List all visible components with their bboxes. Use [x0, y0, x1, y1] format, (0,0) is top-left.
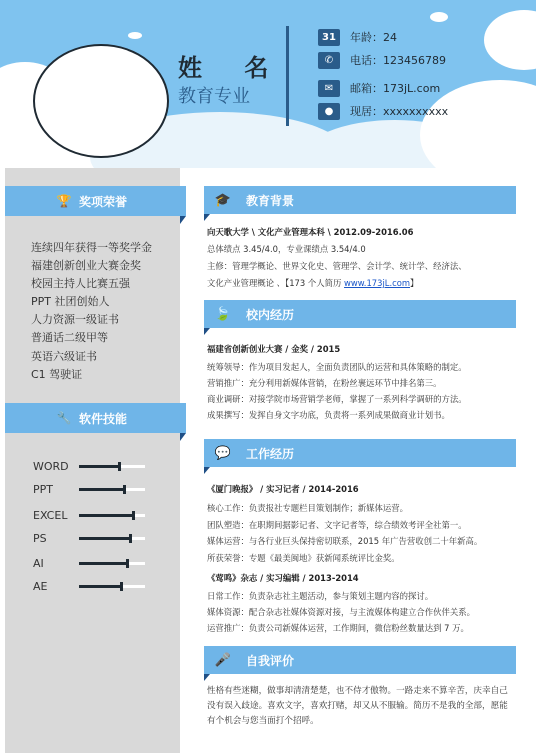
work-header — [204, 439, 516, 467]
skill-fill — [79, 488, 124, 491]
skill-knob — [132, 511, 135, 520]
skill-bar — [79, 514, 145, 517]
profile-photo — [33, 44, 169, 158]
skill-fill — [79, 514, 133, 517]
skill-bar — [79, 465, 145, 468]
award-item: 普通话二级甲等 — [31, 331, 108, 344]
skill-fill — [79, 465, 119, 468]
work-line: 所获荣誉：专题《最美闽地》获新闻系统评比金奖。 — [207, 553, 400, 563]
skill-bar — [79, 562, 145, 565]
campus-line: 商业调研：对接学院市场营销学老师，掌握了一系列科学调研的方法。 — [207, 394, 467, 404]
divider — [286, 26, 289, 126]
awards-header — [5, 186, 186, 216]
work-line: 团队塑造：在职期间据影记者、文字记者等，综合绩效考评全社第一。 — [207, 520, 467, 530]
campus-heading: 福建省创新创业大赛 / 金奖 / 2015 — [207, 344, 341, 354]
award-item: C1 驾驶证 — [31, 368, 83, 381]
skill-name: AI — [33, 557, 44, 570]
skill-bar — [79, 537, 145, 540]
trophy-icon: 🏆 — [56, 194, 72, 208]
info-location-text: 现居：xxxxxxxxxx — [350, 105, 449, 118]
skill-fill — [79, 585, 121, 588]
campus-line: 成果撰写：发挥自身文字功底，负责将一系列成果做商业计划书。 — [207, 410, 450, 420]
skill-name: AE — [33, 580, 48, 593]
info-phone-text: 电话：123456789 — [350, 54, 446, 67]
location-icon: ● — [318, 103, 340, 120]
award-item: 福建创新创业大赛金奖 — [31, 259, 141, 272]
work-title: 工作经历 — [246, 446, 295, 461]
campus-header — [204, 300, 516, 328]
info-age-text: 年龄：24 — [350, 31, 397, 44]
education-line-links — [207, 277, 418, 289]
info-location — [318, 101, 448, 121]
award-item: 英语六级证书 — [31, 350, 97, 363]
award-item: 人力资源一级证书 — [31, 313, 119, 326]
skill-knob — [123, 485, 126, 494]
skill-knob — [129, 534, 132, 543]
skill-fill — [79, 562, 127, 565]
header-banner — [0, 0, 536, 168]
campus-title: 校内经历 — [246, 307, 295, 322]
education-header — [204, 186, 516, 214]
education-line: 总体绩点 3.45/4.0，专业课绩点 3.54/4.0 — [207, 244, 366, 254]
education-line: 向天歌大学 \ 文化产业管理本科 \ 2012.09-2016.06 — [207, 227, 414, 237]
calendar-icon: 31 — [318, 29, 340, 46]
award-item: PPT 社团创始人 — [31, 295, 110, 308]
skill-knob — [120, 582, 123, 591]
info-age — [318, 27, 397, 47]
skill-fill — [79, 537, 130, 540]
candidate-name: 姓 名 — [178, 54, 286, 82]
microphone-icon: 🎤 — [214, 652, 232, 668]
award-item: 校园主持人比赛五强 — [31, 277, 130, 290]
skill-bar — [79, 585, 145, 588]
education-title: 教育背景 — [246, 193, 295, 208]
campus-line: 统筹领导：作为项目发起人，全面负责团队的运营和具体策略的制定。 — [207, 362, 467, 372]
skill-name: PS — [33, 532, 47, 545]
work-line: 媒体资源：配合杂志社媒体资源对接，与主流媒体构建立合作伙伴关系。 — [207, 607, 475, 617]
work-line: 核心工作：负责报社专题栏目策划制作；新媒体运营。 — [207, 503, 408, 513]
chat-bubble-icon: 💬 — [214, 445, 232, 461]
self-eval-title: 自我评价 — [246, 653, 295, 668]
skill-name: PPT — [33, 483, 53, 496]
website-link[interactable]: www.173jL.com — [344, 278, 410, 288]
work-line: 日常工作：负责杂志社主题活动，参与策划主题内容的探讨。 — [207, 591, 434, 601]
education-line-suffix: 】 — [410, 278, 419, 288]
award-item: 连续四年获得一等奖学金 — [31, 241, 152, 254]
cloud-decoration — [128, 32, 142, 39]
skills-title: 软件技能 — [79, 411, 128, 426]
graduation-cap-icon: 🎓 — [214, 192, 232, 208]
candidate-major: 教育专业 — [178, 86, 250, 107]
info-email-text: 邮箱：173jL.com — [350, 82, 441, 95]
phone-icon: ✆ — [318, 52, 340, 69]
work-line: 运营推广：负责公司新媒体运营，工作期间，微信粉丝数量达到 7 万。 — [207, 623, 469, 633]
mail-icon: ✉ — [318, 80, 340, 97]
work-heading: 《莺鸣》杂志 / 实习编辑 / 2013-2014 — [207, 573, 359, 583]
work-heading: 《厦门晚报》 / 实习记者 / 2014-2016 — [207, 484, 359, 494]
awards-title: 奖项荣誉 — [79, 194, 128, 209]
skills-header — [5, 403, 186, 433]
info-phone — [318, 50, 446, 70]
work-line: 媒体运营：与各行业巨头保持密切联系，2015 年广告营收创二十年新高。 — [207, 536, 483, 546]
education-line: 主修：管理学概论、世界文化史、管理学、会计学、统计学、经济法、 — [207, 261, 467, 271]
self-eval-header — [204, 646, 516, 674]
leaf-icon: 🍃 — [214, 306, 232, 322]
skill-knob — [126, 559, 129, 568]
cloud-decoration — [430, 12, 448, 22]
skill-name: WORD — [33, 460, 69, 473]
skill-bar — [79, 488, 145, 491]
education-line: 文化产业管理概论 、【173 个人简历 — [207, 278, 345, 288]
info-email — [318, 78, 440, 98]
wrench-icon: 🔧 — [56, 411, 72, 425]
cloud-decoration — [490, 37, 506, 45]
skill-knob — [118, 462, 121, 471]
campus-line: 营销推广：充分利用新媒体营销，在粉丝裹远环节中排名第三。 — [207, 378, 442, 388]
sidebar — [5, 168, 180, 753]
self-eval-text: 性格有些迷糊，做事却清清楚楚，也不侍才傲物。一路走来不算辛苦，庆幸自己没有误入歧途。喜欢文字，喜欢打赌，却又从不服输。简历不是我的全部，愿能有个机会与您当面打个招呼。 — [207, 686, 508, 726]
skill-name: EXCEL — [33, 509, 68, 522]
